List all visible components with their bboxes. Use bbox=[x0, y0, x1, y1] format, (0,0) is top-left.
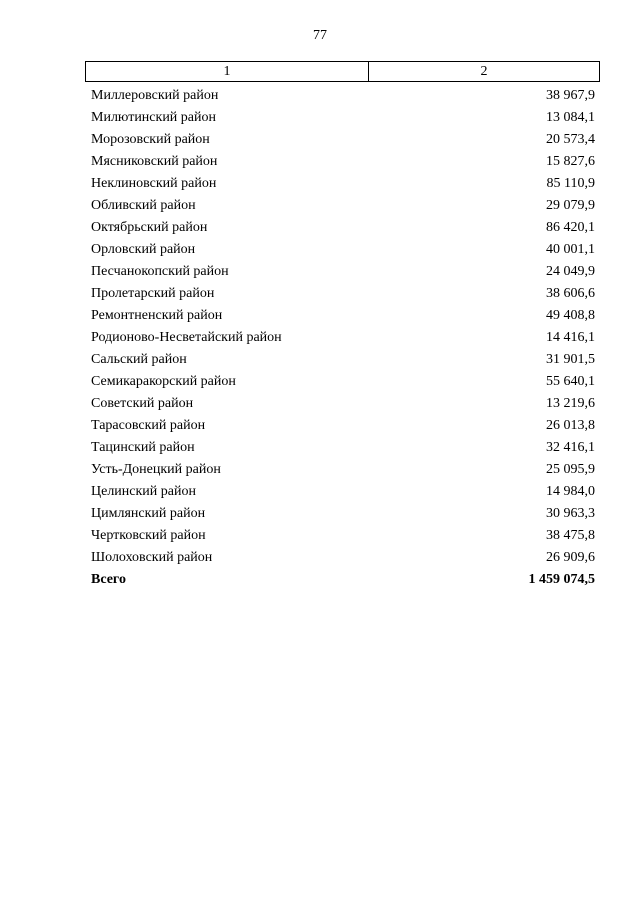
district-value: 24 049,9 bbox=[546, 264, 595, 279]
table-row bbox=[85, 349, 600, 371]
district-name: Ремонтненский район bbox=[91, 308, 223, 323]
table-row bbox=[85, 151, 600, 173]
total-label: Всего bbox=[91, 572, 126, 587]
district-name: Милютинский район bbox=[91, 110, 217, 125]
district-name: Пролетарский район bbox=[91, 286, 215, 301]
district-value: 40 001,1 bbox=[546, 242, 595, 257]
district-name: Семикаракорский район bbox=[91, 374, 236, 389]
district-value: 49 408,8 bbox=[546, 308, 595, 323]
district-name: Цимлянский район bbox=[91, 506, 206, 521]
table-row bbox=[85, 525, 600, 547]
district-value: 26 909,6 bbox=[546, 550, 595, 565]
table-row bbox=[85, 371, 600, 393]
district-name: Морозовский район bbox=[91, 132, 210, 147]
table-row bbox=[85, 217, 600, 239]
district-name: Советский район bbox=[91, 396, 194, 411]
district-value: 26 013,8 bbox=[546, 418, 595, 433]
district-value: 38 967,9 bbox=[546, 88, 595, 103]
district-value: 55 640,1 bbox=[546, 374, 595, 389]
table-row bbox=[85, 437, 600, 459]
table-row bbox=[85, 327, 600, 349]
table-header-row bbox=[85, 61, 600, 82]
district-name: Миллеровский район bbox=[91, 88, 219, 103]
district-name: Неклиновский район bbox=[91, 176, 217, 191]
table-row bbox=[85, 547, 600, 569]
district-value: 38 475,8 bbox=[546, 528, 595, 543]
district-value: 20 573,4 bbox=[546, 132, 595, 147]
district-value: 15 827,6 bbox=[546, 154, 595, 169]
table-row bbox=[85, 503, 600, 525]
district-value: 86 420,1 bbox=[546, 220, 595, 235]
table-row bbox=[85, 305, 600, 327]
district-name: Тарасовский район bbox=[91, 418, 206, 433]
table-row bbox=[85, 459, 600, 481]
district-value: 29 079,9 bbox=[546, 198, 595, 213]
district-name: Орловский район bbox=[91, 242, 196, 257]
district-value: 25 095,9 bbox=[546, 462, 595, 477]
district-name: Октябрьский район bbox=[91, 220, 208, 235]
district-name: Песчанокопский район bbox=[91, 264, 229, 279]
district-name: Тацинский район bbox=[91, 440, 195, 455]
column-header-2: 2 bbox=[480, 64, 488, 79]
district-value: 30 963,3 bbox=[546, 506, 595, 521]
column-header-1: 1 bbox=[86, 62, 369, 81]
page-number: 77 bbox=[313, 28, 327, 43]
table-row bbox=[85, 393, 600, 415]
table-row bbox=[85, 173, 600, 195]
total-value: 1 459 074,5 bbox=[528, 572, 595, 587]
table-row bbox=[85, 415, 600, 437]
table-row bbox=[85, 195, 600, 217]
table-row bbox=[85, 283, 600, 305]
table-row bbox=[85, 107, 600, 129]
district-name: Сальский район bbox=[91, 352, 187, 367]
district-value: 14 416,1 bbox=[546, 330, 595, 345]
data-table bbox=[85, 61, 600, 591]
district-name: Мясниковский район bbox=[91, 154, 218, 169]
district-name: Обливский район bbox=[91, 198, 196, 213]
district-value: 13 219,6 bbox=[546, 396, 595, 411]
district-value: 14 984,0 bbox=[546, 484, 595, 499]
table-row bbox=[85, 481, 600, 503]
district-name: Чертковский район bbox=[91, 528, 206, 543]
district-name: Шолоховский район bbox=[91, 550, 213, 565]
total-row bbox=[85, 569, 600, 591]
district-name: Усть-Донецкий район bbox=[91, 462, 221, 477]
district-value: 31 901,5 bbox=[546, 352, 595, 367]
district-value: 85 110,9 bbox=[546, 176, 595, 191]
district-name: Родионово-Несветайский район bbox=[91, 330, 282, 345]
district-value: 38 606,6 bbox=[546, 286, 595, 301]
district-name: Целинский район bbox=[91, 484, 196, 499]
table-body bbox=[85, 85, 600, 569]
table-row bbox=[85, 129, 600, 151]
table-row bbox=[85, 85, 600, 107]
district-value: 13 084,1 bbox=[546, 110, 595, 125]
table-row bbox=[85, 239, 600, 261]
table-row bbox=[85, 261, 600, 283]
district-value: 32 416,1 bbox=[546, 440, 595, 455]
